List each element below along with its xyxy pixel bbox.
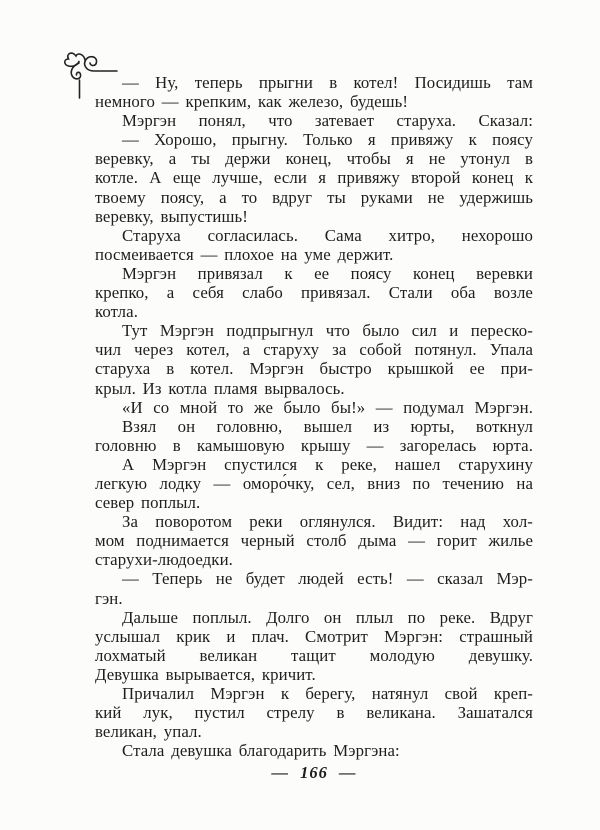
text-line: веревку, а ты держи конец, чтобы я не утонул в — [95, 149, 533, 169]
text-line: лохматый великан тащит молодую девушку. — [95, 645, 533, 665]
text-line: Причалил Мэргэн к берегу, натянул свой креп- — [122, 684, 533, 703]
text-line: Мэргэн понял, что затевает старуха. Сказал: — [122, 111, 533, 131]
text-line: старухи-людоедки. — [95, 550, 233, 570]
text-line: гэн. — [95, 588, 123, 608]
text-line: мом поднимается черный столб дыма — горит жилье — [95, 531, 533, 551]
text-line: великан, упал. — [95, 722, 202, 742]
text-line: веревку, выпустишь! — [95, 206, 248, 226]
text-block — [95, 73, 533, 760]
text-line: котла. — [95, 302, 139, 322]
text-line: крыл. Из котла пламя вырвалось. — [95, 378, 345, 398]
text-line: Дальше поплыл. Долго он плыл по реке. Вдруг — [122, 607, 533, 627]
text-line: — Хорошо, прыгну. Только я привяжу к поясу — [122, 130, 533, 150]
text-line: север поплыл. — [95, 493, 201, 513]
text-line: «И со мной то же было бы!» — подумал Мэргэн. — [122, 397, 533, 417]
text-line: крепко, а себя слабо привязал. Стали оба возле — [95, 283, 533, 303]
text-line: — Теперь не будет людей есть! — сказал Мэр- — [122, 569, 533, 589]
text-line: головню в камышовую крышу — загорелась юрта. — [95, 435, 533, 455]
text-line: немного — крепким, как железо, будешь! — [95, 92, 409, 112]
text-line: Тут Мэргэн подпрыгнул что было сил и переско- — [122, 321, 533, 341]
text-line: посмеивается — плохое на уме держит. — [95, 244, 394, 264]
page-number: — 166 — — [271, 763, 357, 782]
text-line: Взял он головню, вышел из юрты, воткнул — [122, 416, 533, 436]
text-line: котле. А еще лучше, если я привяжу второй конец к — [95, 168, 533, 188]
text-line: твоему поясу, а то вдруг ты руками не удержишь — [95, 187, 533, 207]
text-line: старуха в котел. Мэргэн быстро крышкой ее при- — [95, 359, 533, 379]
text-line: А Мэргэн спустился к реке, нашел старухину — [122, 454, 533, 474]
text-line: — Ну, теперь прыгни в котел! Посидишь там — [122, 73, 533, 92]
text-line: услышал крик и плач. Смотрит Мэргэн: страшный — [95, 626, 533, 646]
text-line: Стала девушка благодарить Мэргэна: — [122, 741, 400, 761]
text-line: За поворотом реки оглянулся. Видит: над хол- — [122, 512, 533, 532]
text-line: чил через котел, а старуху за собой потянул. Упала — [95, 340, 533, 360]
text-line: кий лук, пустил стрелу в великана. Зашатался — [95, 703, 533, 723]
text-line: Мэргэн привязал к ее поясу конец веревки — [122, 263, 533, 283]
text-line: легкую лодку — оморо́чку, сел, вниз по течению на — [95, 473, 533, 493]
text-line: Старуха согласилась. Сама хитро, нехорошо — [122, 225, 533, 245]
text-line: Девушка вырывается, кричит. — [95, 664, 316, 684]
